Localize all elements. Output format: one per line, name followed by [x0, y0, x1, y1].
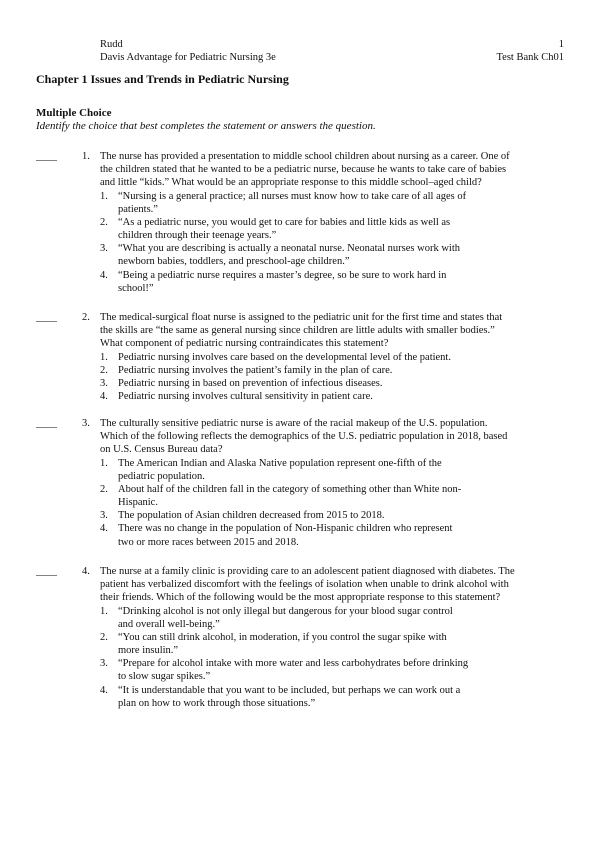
option-number: 1.	[100, 191, 108, 202]
answer-blank[interactable]: ____	[36, 151, 57, 162]
header-book-title: Davis Advantage for Pediatric Nursing 3e	[100, 52, 276, 63]
option-number: 3.	[100, 658, 108, 670]
option-1	[100, 457, 461, 483]
option-number: 4.	[100, 523, 108, 535]
option-text: Pediatric nursing in based on prevention of infectious diseases.	[118, 378, 383, 390]
option-1	[100, 190, 466, 216]
option-4	[100, 390, 451, 403]
option-number: 1.	[100, 606, 108, 617]
option-4	[100, 684, 468, 710]
header-author: Rudd	[100, 39, 123, 50]
option-list	[100, 351, 451, 403]
option-text: The American Indian and Alaska Native population represent one-fifth of the pediatric population.	[118, 458, 442, 483]
option-1	[100, 605, 468, 631]
option-4	[100, 269, 466, 295]
option-number: 4.	[100, 269, 108, 281]
option-number: 3.	[100, 378, 108, 390]
question-stem: The culturally sensitive pediatric nurse is aware of the racial makeup of the U.S. population. Which of the following reflects the demographics of the U.S. pediatric population in 2018, based on U.S. Census Bureau data?	[100, 418, 508, 456]
option-text: There was no change in the population of Non-Hispanic children who represent two or more races between 2015 and 2018.	[118, 523, 453, 548]
option-list	[100, 457, 461, 549]
option-list	[100, 605, 468, 710]
header-page-number: 1	[558, 39, 564, 50]
question-stem: The nurse at a family clinic is providing care to an adolescent patient diagnosed with diabetes. The patient has verbalized discomfort with the feelings of isolation when unable to drink alcohol with their friends. Which of the following would be the most appropriate response to this statement?	[100, 566, 515, 604]
option-text: “You can still drink alcohol, in moderation, if you control the sugar spike with more insulin.”	[118, 632, 447, 657]
option-number: 2.	[100, 365, 108, 377]
question-number: 1.	[82, 151, 90, 162]
option-4	[100, 522, 461, 548]
option-text: “Nursing is a general practice; all nurses must know how to take care of all ages of patients.”	[118, 191, 467, 216]
option-2	[100, 483, 461, 509]
question-number: 2.	[82, 312, 90, 323]
option-text: Pediatric nursing involves cultural sensitivity in patient care.	[118, 391, 373, 403]
option-1	[100, 351, 451, 364]
option-text: Pediatric nursing involves care based on the developmental level of the patient.	[118, 352, 451, 363]
option-number: 2.	[100, 484, 108, 496]
option-3	[100, 242, 466, 268]
option-number: 3.	[100, 510, 108, 522]
option-3	[100, 377, 451, 390]
option-text: “Prepare for alcohol intake with more water and less carbohydrates before drinking to slow sugar spikes.”	[118, 658, 469, 683]
option-text: “As a pediatric nurse, you would get to care for babies and little kids as well as children through their teenage years.”	[118, 217, 451, 242]
option-list	[100, 190, 466, 295]
option-number: 3.	[100, 243, 108, 255]
option-number: 4.	[100, 391, 108, 403]
option-text: About half of the children fall in the category of something other than White non- Hispanic.	[118, 484, 462, 509]
option-3	[100, 509, 461, 522]
option-text: “Drinking alcohol is not only illegal but dangerous for your blood sugar control and overall well-being.”	[118, 606, 453, 631]
option-text: Pediatric nursing involves the patient’s family in the plan of care.	[118, 365, 393, 377]
answer-blank[interactable]: ____	[36, 312, 57, 323]
header-doc-label: Test Bank Ch01	[496, 52, 564, 63]
option-number: 1.	[100, 458, 108, 469]
option-2	[100, 364, 451, 377]
option-text: “Being a pediatric nurse requires a master’s degree, so be sure to work hard in school!”	[118, 269, 447, 294]
option-3	[100, 657, 468, 683]
option-text: The population of Asian children decreased from 2015 to 2018.	[118, 510, 385, 522]
option-number: 2.	[100, 217, 108, 229]
instructions: Identify the choice that best completes the statement or answers the question.	[36, 120, 376, 132]
option-2	[100, 631, 468, 657]
option-number: 1.	[100, 352, 108, 363]
question-number: 4.	[82, 566, 90, 577]
question-stem: The medical-surgical float nurse is assigned to the pediatric unit for the first time and states that the skills are “the same as general nursing since children are little adults with smaller bodies.” What component of pediatric nursing contraindicates this statement?	[100, 312, 503, 350]
question-number: 3.	[82, 418, 90, 429]
chapter-title: Chapter 1 Issues and Trends in Pediatric Nursing	[36, 72, 289, 86]
option-2	[100, 216, 466, 242]
section-title: Multiple Choice	[36, 107, 112, 119]
question-stem: The nurse has provided a presentation to middle school children about nursing as a career. One of the children stated that he wanted to be a pediatric nurse, because he wants to take care of babies and little “kids.” What would be an appropriate response to this middle school–aged child?	[100, 151, 510, 189]
option-number: 4.	[100, 684, 108, 696]
option-text: “It is understandable that you want to be included, but perhaps we can work out a plan on how to work through those situations.”	[118, 684, 461, 709]
answer-blank[interactable]: ____	[36, 566, 57, 577]
answer-blank[interactable]: ____	[36, 418, 57, 429]
option-text: “What you are describing is actually a neonatal nurse. Neonatal nurses work with newborn babies, toddlers, and preschool-age children.”	[118, 243, 461, 268]
option-number: 2.	[100, 632, 108, 644]
